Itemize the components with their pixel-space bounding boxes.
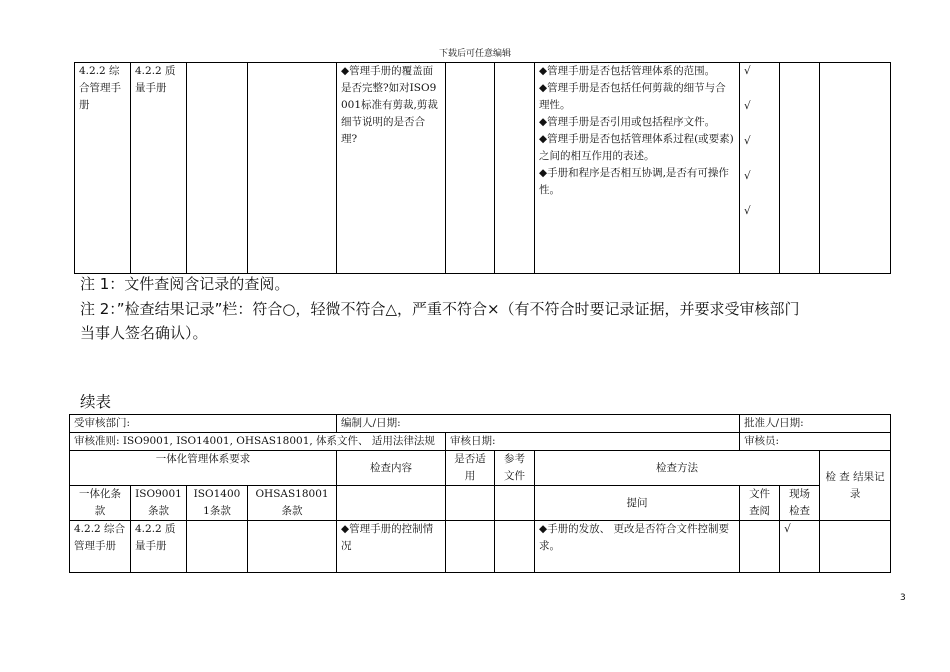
page-header: 下载后可任意编辑 — [438, 49, 511, 59]
question-item: ◆手册和程序是否相互协调,是否有可操作性。 — [539, 167, 729, 196]
sub-iso9001: ISO9001条款 — [131, 486, 187, 521]
sub-blank — [495, 486, 535, 521]
approver-date-cell: 批准人/日期: — [740, 415, 891, 433]
sub-ohsas: OHSAS18001条款 — [248, 486, 337, 521]
result-cell — [820, 63, 891, 274]
iso9001-clause-cell: 4.2.2 质量手册 — [131, 521, 187, 573]
audit-table-continued — [69, 414, 891, 573]
table-header-row — [70, 451, 891, 486]
header-applicable: 是否适用 — [446, 451, 495, 486]
editor-date-cell: 编制人/日期: — [337, 415, 740, 433]
sub-blank — [446, 486, 495, 521]
check-content-cell: ◆管理手册的覆盖面是否完整?如对ISO9001标准有剪裁,剪裁细节说明的是否合理? — [337, 63, 446, 274]
table-row — [70, 415, 891, 433]
doc-review-cell — [740, 63, 780, 274]
result-cell — [820, 521, 891, 573]
audit-date-cell: 审核日期: — [446, 433, 740, 451]
iso14001-clause-cell — [187, 521, 248, 573]
table-row — [75, 63, 891, 274]
applicable-cell — [446, 63, 495, 274]
table-row — [70, 521, 891, 573]
check-mark: √ — [744, 205, 751, 217]
integrated-clause-cell: 4.2.2 综合管理手册 — [70, 521, 131, 573]
page-number: 3 — [900, 593, 906, 603]
table-row — [70, 433, 891, 451]
check-mark: √ — [744, 135, 751, 147]
site-check-cell: √ — [780, 521, 820, 573]
audit-criteria-cell: 审核准则: ISO9001, ISO14001, OHSAS18001, 体系文件、 适用法律法规 — [70, 433, 446, 451]
iso14001-clause-cell — [187, 63, 248, 274]
table-subheader-row — [70, 486, 891, 521]
question-cell: ◆手册的发放、 更改是否符合文件控制要求。 — [535, 521, 740, 573]
header-requirements: 一体化管理体系要求 — [70, 451, 337, 486]
note-2-line-1: 注 2：”检查结果记录”栏：符合○，轻微不符合△，严重不符合×（有不符合时要记录证据，并要求受审核部门 — [80, 300, 800, 318]
note-2-line-2: 当事人签名确认）。 — [80, 324, 208, 342]
applicable-cell — [446, 521, 495, 573]
sub-question: 提问 — [535, 486, 740, 521]
ohsas-clause-cell — [248, 63, 337, 274]
header-result: 检 查 结果记录 — [820, 451, 891, 521]
header-method: 检查方法 — [535, 451, 820, 486]
check-mark: √ — [744, 100, 751, 112]
question-item: ◆管理手册是否包括管理体系过程(或要素)之间的相互作用的表述。 — [539, 133, 734, 162]
reference-cell — [495, 63, 535, 274]
question-item: ◆管理手册是否包括管理体系的范围。 — [539, 65, 716, 77]
check-mark: √ — [744, 65, 751, 77]
reference-cell — [495, 521, 535, 573]
note-1: 注 1：文件查阅含记录的查阅。 — [80, 275, 290, 293]
auditor-cell: 审核员: — [740, 433, 891, 451]
sub-iso14001: ISO14001条款 — [187, 486, 248, 521]
audit-table-top — [74, 62, 891, 274]
continued-label: 续表 — [80, 393, 112, 411]
sub-site-check: 现场检查 — [780, 486, 820, 521]
question-cell — [535, 63, 740, 274]
check-mark: √ — [744, 170, 751, 182]
sub-integrated: 一体化条款 — [70, 486, 131, 521]
question-item: ◆管理手册是否包括任何剪裁的细节与合理性。 — [539, 82, 726, 111]
doc-review-cell — [740, 521, 780, 573]
header-content: 检查内容 — [337, 451, 446, 486]
ohsas-clause-cell — [248, 521, 337, 573]
sub-blank — [337, 486, 446, 521]
check-content-cell: ◆管理手册的控制情况 — [337, 521, 446, 573]
site-check-cell — [780, 63, 820, 274]
sub-doc-review: 文件查阅 — [740, 486, 780, 521]
integrated-clause-cell: 4.2.2 综合管理手册 — [75, 63, 131, 274]
header-reference: 参考文件 — [495, 451, 535, 486]
audited-dept-cell: 受审核部门: — [70, 415, 337, 433]
question-item: ◆管理手册是否引用或包括程序文件。 — [539, 116, 716, 128]
iso9001-clause-cell: 4.2.2 质量手册 — [131, 63, 187, 274]
